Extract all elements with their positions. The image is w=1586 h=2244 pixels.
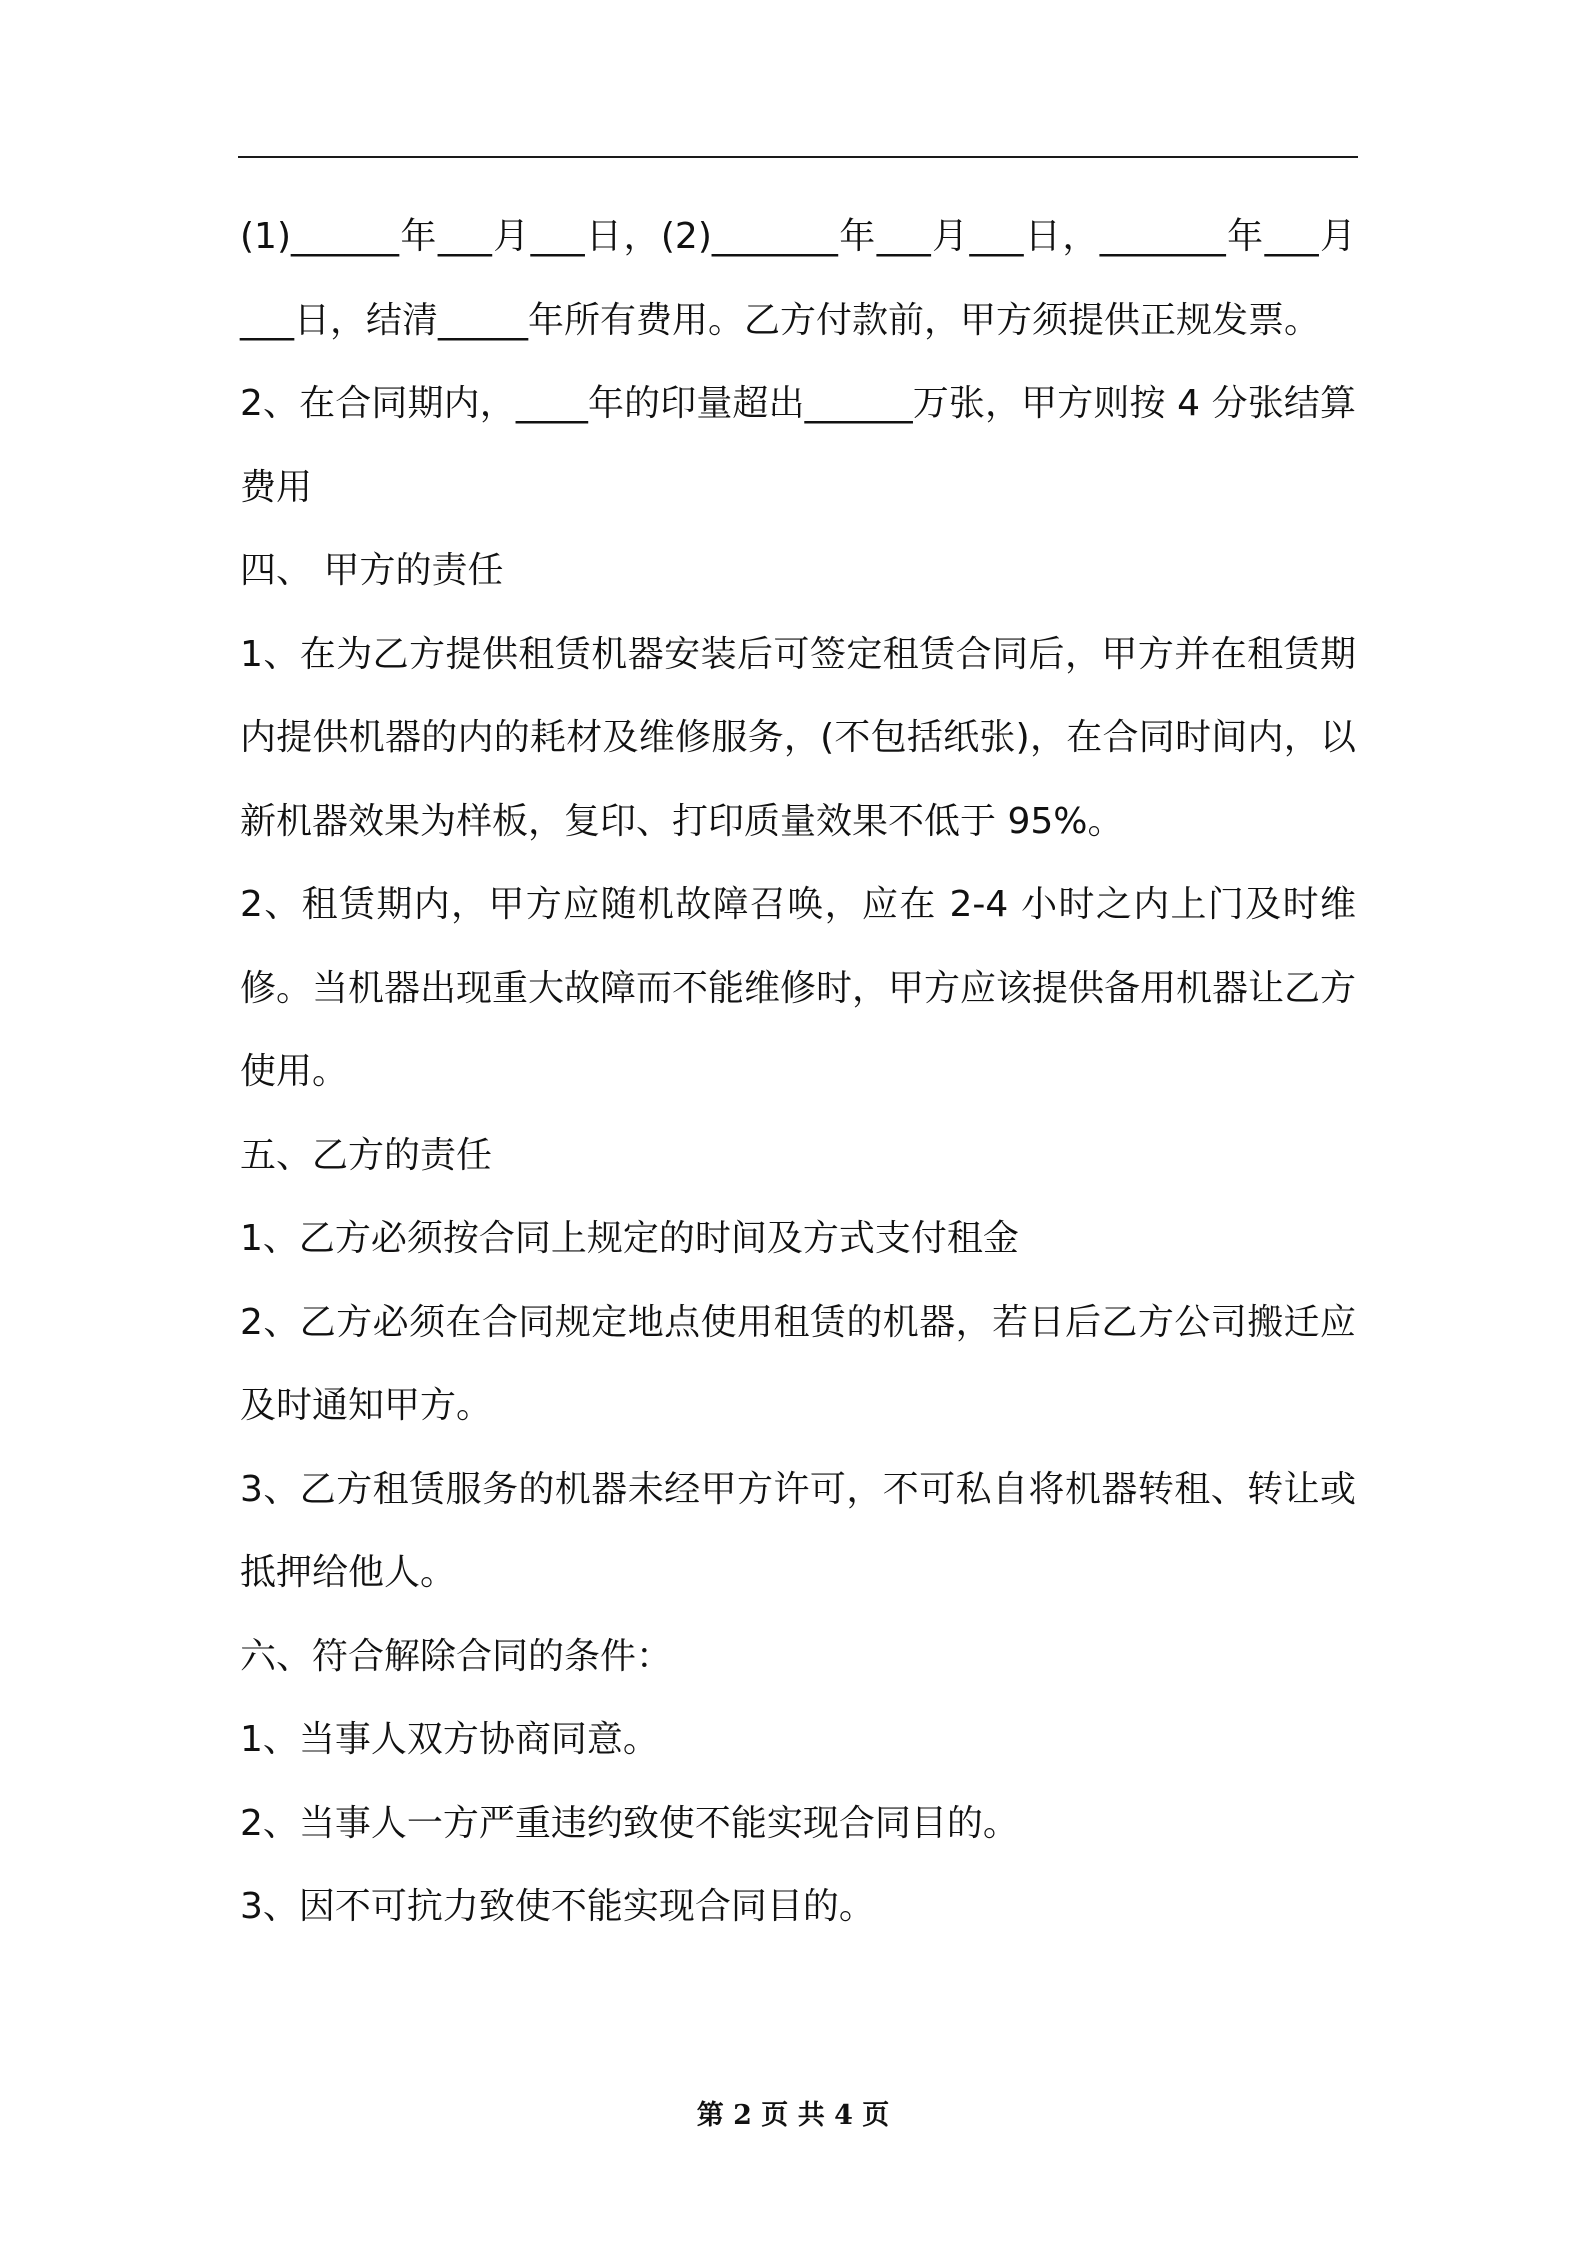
paragraph-party-b-clause-3: 3、乙方租赁服务的机器未经甲方许可，不可私自将机器转租、转让或抵押给他人。 — [240, 1468, 1356, 1593]
section-heading-party-a: 四、 甲方的责任 — [240, 550, 504, 591]
paragraph-print-volume: 2、在合同期内，____年的印量超出______万张，甲方则按 4 分张结算费用 — [240, 383, 1356, 508]
paragraph-termination-clause-1: 1、当事人双方协商同意。 — [240, 1719, 659, 1760]
paragraph-party-b-clause-2: 2、乙方必须在合同规定地点使用租赁的机器，若日后乙方公司搬迁应及时通知甲方。 — [240, 1301, 1356, 1426]
paragraph-party-a-clause-1: 1、在为乙方提供租赁机器安装后可签定租赁合同后，甲方并在租赁期内提供机器的内的耗材及维修服务，(不包括纸张)，在合同时间内，以新机器效果为样板，复印、打印质量效果不低于 95%。 — [240, 633, 1356, 842]
paragraph-party-b-clause-1: 1、乙方必须按合同上规定的时间及方式支付租金 — [240, 1218, 1019, 1259]
paragraph-payment-schedule: (1)______年___月___日，(2)_______年___月___日，_______年___月___日，结清_____年所有费用。乙方付款前，甲方须提供正规发票。 — [240, 216, 1356, 341]
header-rule — [238, 156, 1358, 158]
document-body — [240, 195, 1356, 1949]
page-number: 第 2 页 共 4 页 — [696, 2100, 890, 2131]
paragraph-termination-clause-2: 2、当事人一方严重违约致使不能实现合同目的。 — [240, 1802, 1019, 1844]
section-heading-party-b: 五、乙方的责任 — [240, 1134, 493, 1176]
paragraph-party-a-clause-2: 2、租赁期内，甲方应随机故障召唤，应在 2-4 小时之内上门及时维修。当机器出现重大故障而不能维修时，甲方应该提供备用机器让乙方使用。 — [240, 884, 1357, 1092]
section-heading-termination: 六、符合解除合同的条件： — [240, 1635, 673, 1677]
paragraph-termination-clause-3: 3、因不可抗力致使不能实现合同目的。 — [240, 1886, 875, 1927]
